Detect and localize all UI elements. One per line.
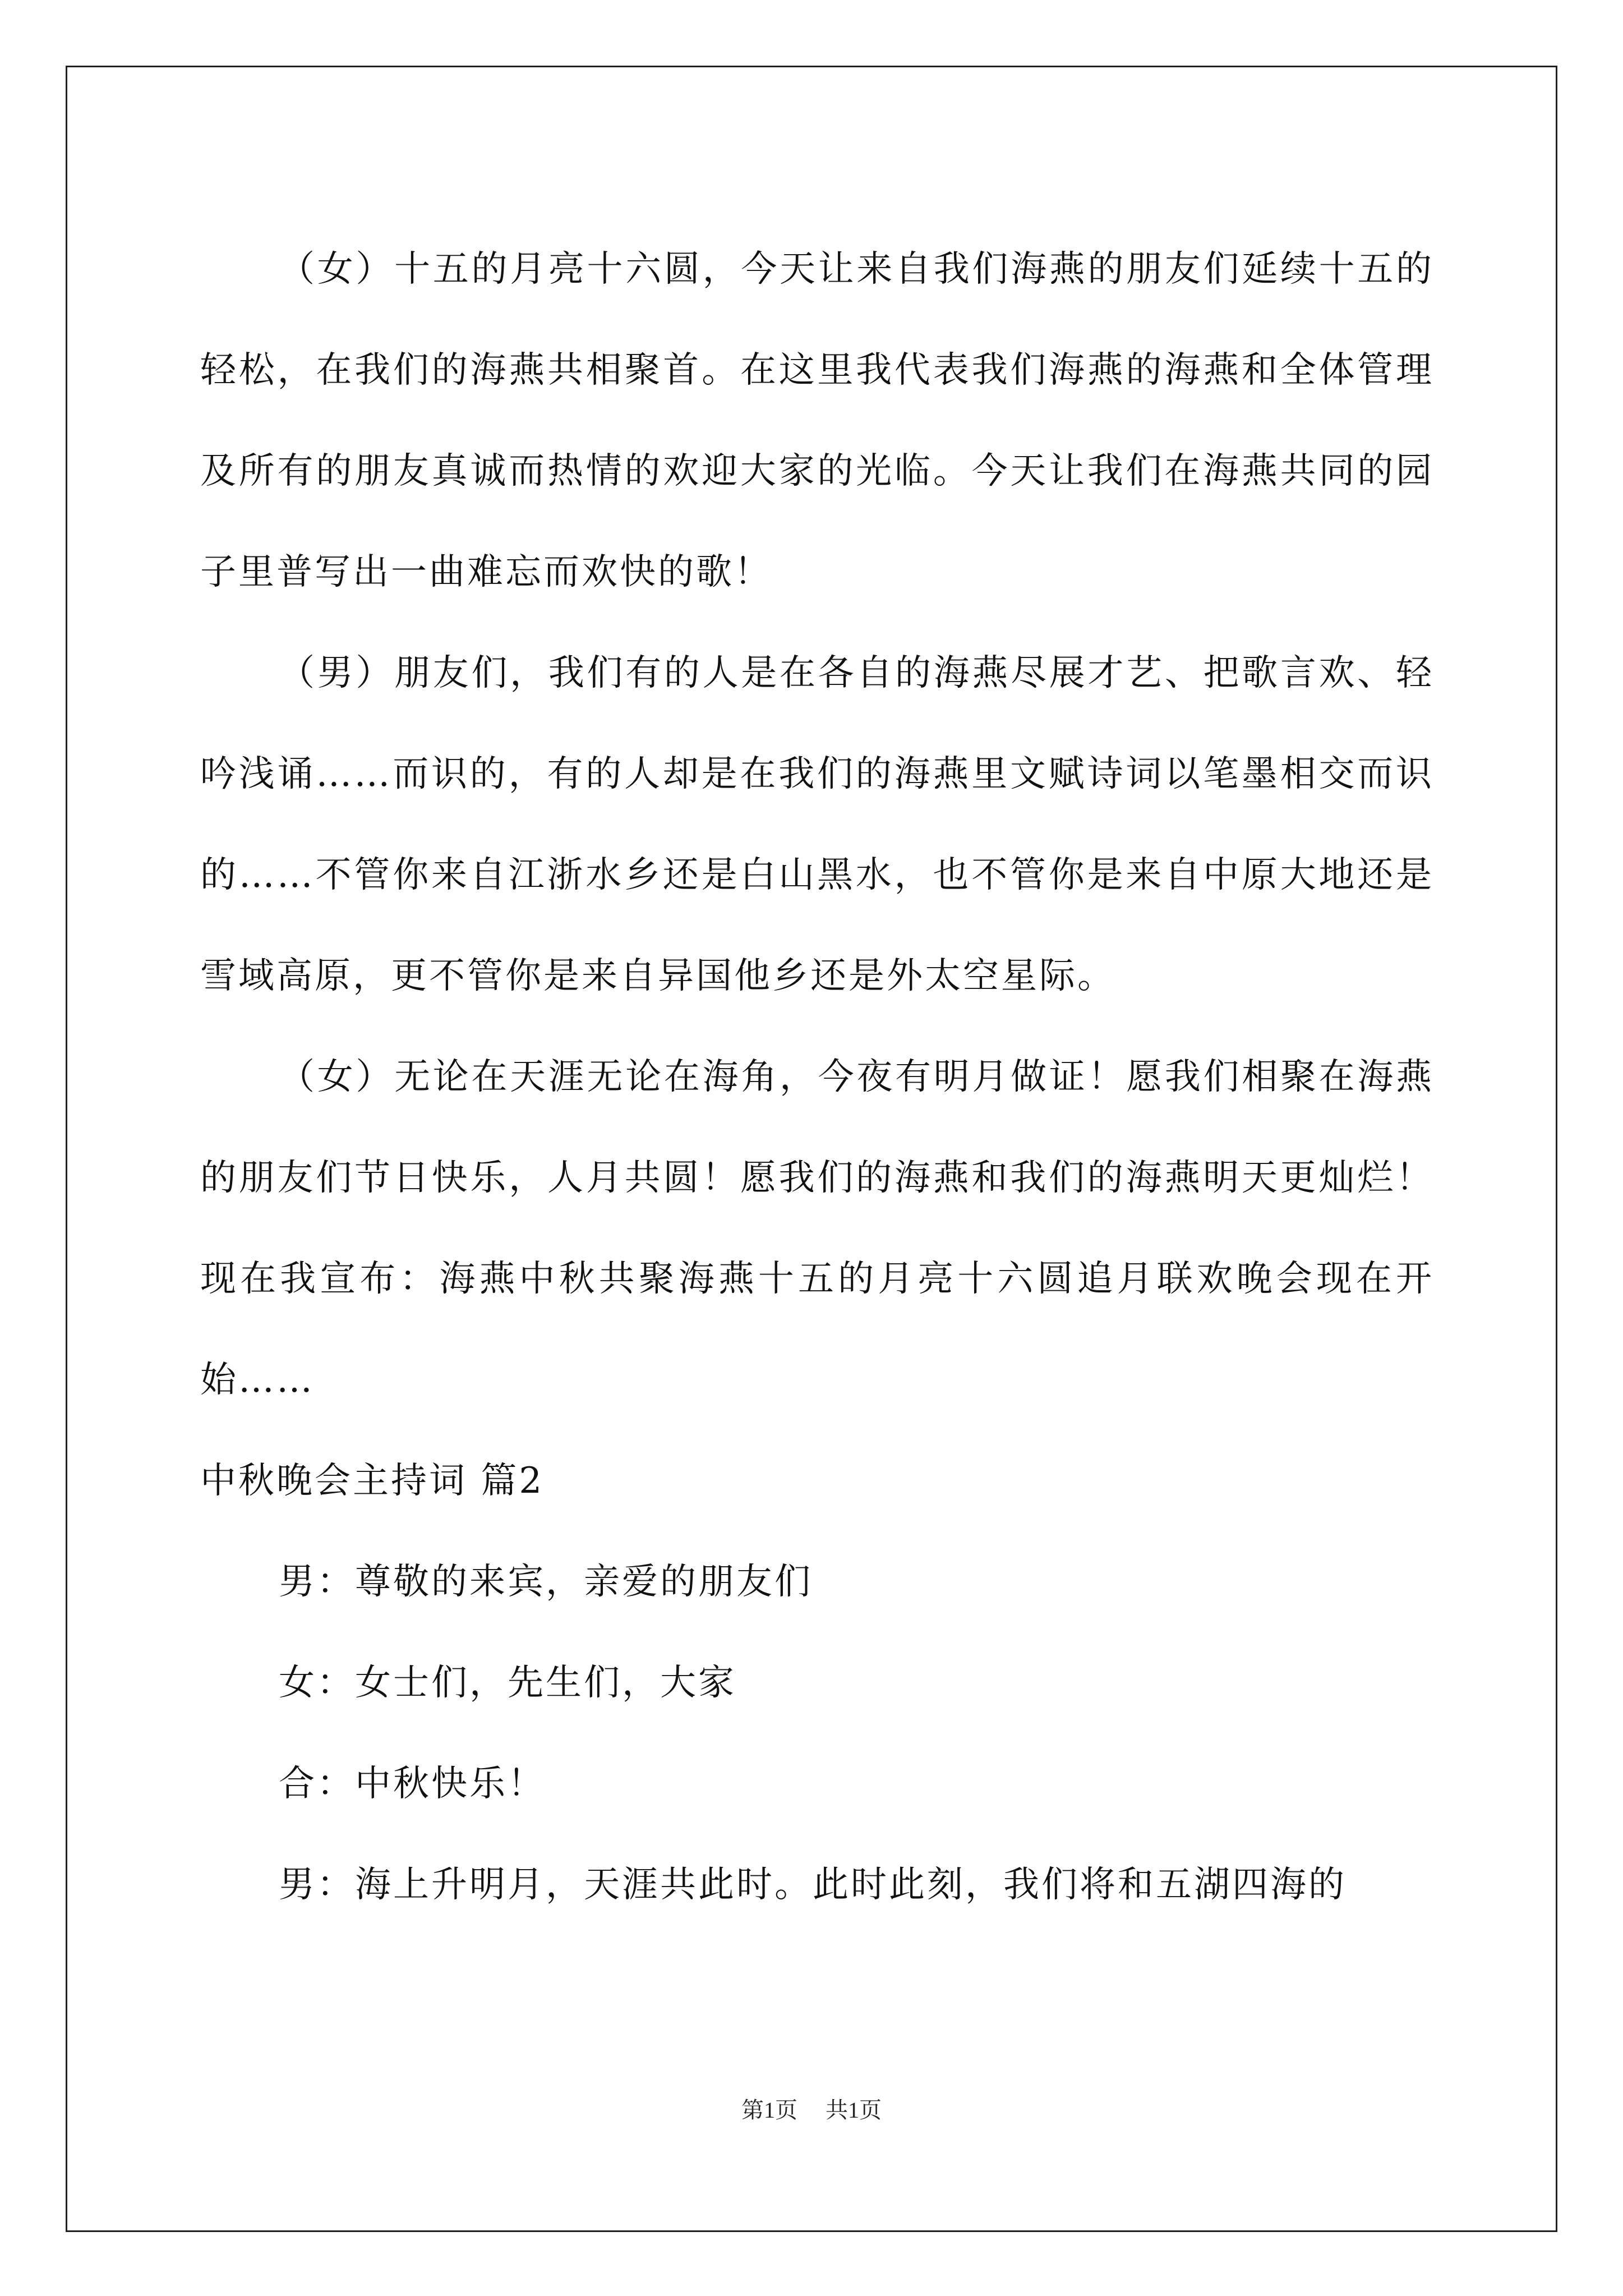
dialogue-line-female-1: 女：女士们，先生们，大家	[279, 1662, 736, 1704]
paragraph-female-opening: （女）十五的月亮十六圆，今天让来自我们海燕的朋友们延续十五的轻松，在我们的海燕共相聚首。在这里我代表我们海燕的海燕和全体管理及所有的朋友真诚而热情的欢迎大家的光临。今天让我们在海燕共同的园子里普写出一曲难忘而欢快的歌！	[200, 249, 1434, 593]
paragraph-male-friends: （男）朋友们，我们有的人是在各自的海燕尽展才艺、把歌言欢、轻吟浅诵……而识的，有的人却是在我们的海燕里文赋诗词以笔墨相交而识的……不管你来自江浙水乡还是白山黑水，也不管你是来自中原大地还是雪域高原，更不管你是来自异国他乡还是外太空星际。	[200, 652, 1434, 997]
dialogue-line-together: 合：中秋快乐！	[279, 1763, 546, 1805]
dialogue-line-male-1: 男：尊敬的来宾，亲爱的朋友们	[279, 1561, 813, 1603]
document-body	[200, 219, 1434, 1935]
dialogue-line-male-2: 男：海上升明月，天涯共此时。此时此刻，我们将和五湖四海的	[279, 1864, 1347, 1906]
page-footer	[0, 2092, 1623, 2124]
section-heading: 中秋晚会主持词 篇2	[200, 1460, 545, 1502]
page-number: 第1页	[741, 2097, 797, 2123]
paragraph-female-announcement: （女）无论在天涯无论在海角，今夜有明月做证！愿我们相聚在海燕的朋友们节日快乐，人月共圆！愿我们的海燕和我们的海燕明天更灿烂！现在我宣布：海燕中秋共聚海燕十五的月亮十六圆追月联欢晚会现在开始……	[200, 1056, 1434, 1401]
page-total: 共1页	[826, 2097, 882, 2123]
